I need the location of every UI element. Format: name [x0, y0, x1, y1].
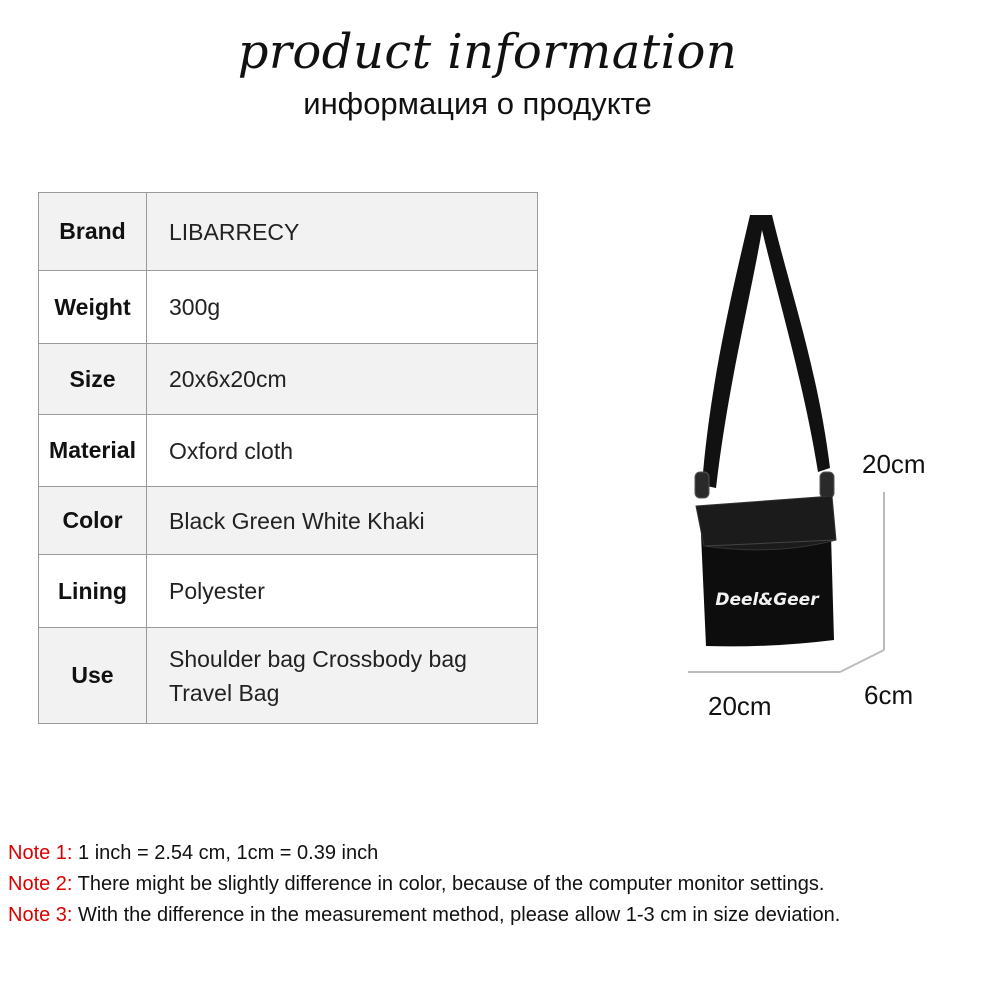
spec-row-size	[39, 344, 538, 415]
page-subtitle: информация о продукте	[303, 86, 652, 121]
spec-key: Size	[39, 344, 147, 415]
note-text: There might be slightly difference in color, because of the computer monitor settings.	[72, 873, 825, 895]
page-title: product information	[237, 24, 738, 80]
spec-key: Use	[39, 628, 147, 724]
spec-row-use	[39, 628, 538, 724]
spec-key: Brand	[39, 193, 147, 271]
dim-width-label: 20cm	[708, 691, 772, 721]
spec-value: Black Green White Khaki	[147, 487, 538, 555]
note-text: With the difference in the measurement method, please allow 1-3 cm in size deviation.	[72, 904, 841, 926]
spec-key: Material	[39, 415, 147, 487]
spec-row-material	[39, 415, 538, 487]
note-3	[8, 900, 840, 931]
spec-value: Shoulder bag Crossbody bag Travel Bag	[147, 628, 538, 724]
note-label: Note 2:	[8, 873, 73, 895]
spec-value: LIBARRECY	[147, 193, 538, 271]
notes	[8, 838, 840, 931]
spec-key: Weight	[39, 271, 147, 344]
spec-table	[38, 192, 538, 724]
spec-row-lining	[39, 555, 538, 628]
spec-value: 20x6x20cm	[147, 344, 538, 415]
bag-strap	[702, 215, 830, 488]
spec-row-brand	[39, 193, 538, 271]
spec-key: Lining	[39, 555, 147, 628]
spec-value: Oxford cloth	[147, 415, 538, 487]
note-2	[8, 869, 840, 900]
note-label: Note 1:	[8, 842, 73, 864]
depth-line	[840, 650, 884, 672]
dimension-lines	[680, 480, 900, 680]
spec-value: Polyester	[147, 555, 538, 628]
dim-height-label: 20cm	[862, 449, 926, 479]
note-1	[8, 838, 840, 869]
spec-row-color	[39, 487, 538, 555]
bag-logo: Deel&Geer	[715, 590, 819, 610]
spec-row-weight	[39, 271, 538, 344]
spec-value: 300g	[147, 271, 538, 344]
note-text: 1 inch = 2.54 cm, 1cm = 0.39 inch	[72, 842, 379, 864]
spec-key: Color	[39, 487, 147, 555]
note-label: Note 3:	[8, 904, 73, 926]
dim-depth-label: 6cm	[864, 680, 914, 710]
